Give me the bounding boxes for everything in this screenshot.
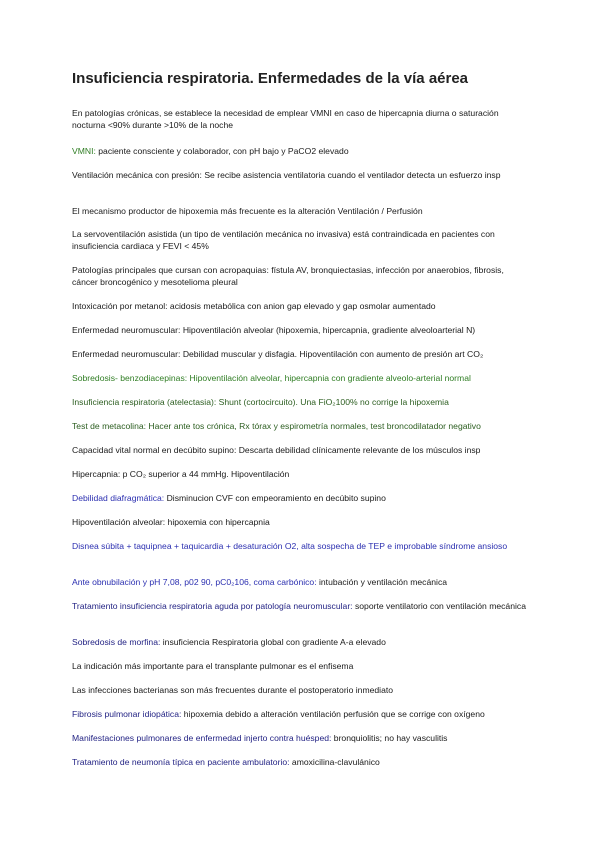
paragraph bbox=[72, 517, 532, 529]
paragraph bbox=[72, 397, 532, 409]
paragraph bbox=[72, 373, 532, 385]
paragraph bbox=[72, 301, 532, 313]
paragraph-text: Patologías principales que cursan con acropaquias: fístula AV, bronquiectasias, infección por anaerobios, fibrosis, cáncer broncogénico y mesotelioma pleural bbox=[72, 265, 504, 287]
paragraph-text: La servoventilación asistida (un tipo de ventilación mecánica no invasiva) está contraindicada en pacientes con insuficiencia cardiaca y FEVI < 45% bbox=[72, 229, 495, 251]
paragraph-text: Test de metacolina: Hacer ante tos crónica, Rx tórax y espirometría normales, test broncodilatador negativo bbox=[72, 421, 481, 431]
paragraph-text: Enfermedad neuromuscular: Hipoventilación alveolar (hipoxemia, hipercapnia, gradiente alveoloarterial N) bbox=[72, 325, 476, 335]
paragraph bbox=[72, 206, 532, 218]
paragraph bbox=[72, 601, 532, 613]
paragraph bbox=[72, 637, 532, 649]
paragraph bbox=[72, 421, 532, 433]
paragraph-lead: Manifestaciones pulmonares de enfermedad injerto contra huésped: bbox=[72, 733, 332, 743]
paragraph-text: Disnea súbita + taquipnea + taquicardia + desaturación O2, alta sospecha de TEP e improbable síndrome ansioso bbox=[72, 541, 508, 551]
paragraph-text: En patologías crónicas, se establece la necesidad de emplear VMNI en caso de hipercapnia diurna o saturación nocturna <90% durante >10% de la noche bbox=[72, 108, 499, 130]
paragraph-text: amoxicilina-clavulánico bbox=[289, 757, 380, 767]
paragraph-text: soporte ventilatorio con ventilación mecánica bbox=[352, 601, 526, 611]
paragraph-lead: Debilidad diafragmática: bbox=[72, 493, 165, 503]
paragraph-text: bronquiolitis; no hay vasculitis bbox=[331, 733, 448, 743]
paragraph-text: Enfermedad neuromuscular: Debilidad muscular y disfagia. Hipoventilación con aumento de presión art CO₂ bbox=[72, 349, 484, 359]
paragraph-lead: Tratamiento insuficiencia respiratoria aguda por patología neuromuscular: bbox=[72, 601, 353, 611]
paragraph bbox=[72, 577, 532, 589]
paragraph-text: intubación y ventilación mecánica bbox=[316, 577, 448, 587]
paragraph-text: insuficiencia Respiratoria global con gradiente A-a elevado bbox=[160, 637, 386, 647]
paragraph-lead: Ante obnubilación y pH 7,08, p02 90, pC0₂106, coma carbónico: bbox=[72, 577, 317, 587]
paragraph-text: hipoxemia debido a alteración ventilación perfusión que se corrige con oxígeno bbox=[181, 709, 485, 719]
paragraph bbox=[72, 661, 532, 673]
page-title: Insuficiencia respiratoria. Enfermedades de la vía aérea bbox=[72, 70, 469, 87]
paragraph bbox=[72, 108, 532, 132]
paragraph-text: Intoxicación por metanol: acidosis metabólica con anion gap elevado y gap osmolar aumentado bbox=[72, 301, 436, 311]
paragraph bbox=[72, 229, 532, 253]
paragraph bbox=[72, 325, 532, 337]
paragraph-text: Disminucion CVF con empeoramiento en decúbito supino bbox=[164, 493, 386, 503]
paragraph-text: Hipercapnia: p CO₂ superior a 44 mmHg. Hipoventilación bbox=[72, 469, 290, 479]
paragraph-lead: Sobredosis de morfina: bbox=[72, 637, 161, 647]
paragraph bbox=[72, 541, 532, 553]
paragraph bbox=[72, 265, 532, 289]
paragraph bbox=[72, 469, 532, 481]
paragraph bbox=[72, 757, 532, 769]
paragraph-text: Sobredosis- benzodiacepinas: Hipoventilación alveolar, hipercapnia con gradiente alveolo-arterial normal bbox=[72, 373, 471, 383]
paragraph-text: Insuficiencia respiratoria (atelectasia): Shunt (cortocircuito). Una FiO₂100% no corrige la hipoxemia bbox=[72, 397, 449, 407]
paragraph-text: El mecanismo productor de hipoxemia más frecuente es la alteración Ventilación / Perfusión bbox=[72, 206, 423, 216]
paragraph bbox=[72, 493, 532, 505]
paragraph-lead: VMNI: bbox=[72, 146, 96, 156]
paragraph-text: Las infecciones bacterianas son más frecuentes durante el postoperatorio inmediato bbox=[72, 685, 394, 695]
paragraph-lead: Fibrosis pulmonar idiopática: bbox=[72, 709, 182, 719]
paragraph-text: Hipoventilación alveolar: hipoxemia con hipercapnia bbox=[72, 517, 270, 527]
paragraph-text: paciente consciente y colaborador, con pH bajo y PaCO2 elevado bbox=[95, 146, 349, 156]
paragraph bbox=[72, 170, 532, 182]
paragraph bbox=[72, 349, 532, 361]
paragraph-text: La indicación más importante para el transplante pulmonar es el enfisema bbox=[72, 661, 354, 671]
paragraph bbox=[72, 709, 532, 721]
paragraph-text: Capacidad vital normal en decúbito supino: Descarta debilidad clínicamente relevante de los músculos insp bbox=[72, 445, 481, 455]
paragraph bbox=[72, 445, 532, 457]
paragraph bbox=[72, 733, 532, 745]
paragraph-text: Ventilación mecánica con presión: Se recibe asistencia ventilatoria cuando el ventilador detecta un esfuerzo insp bbox=[72, 170, 501, 180]
paragraph bbox=[72, 146, 532, 158]
paragraph bbox=[72, 685, 532, 697]
paragraph-lead: Tratamiento de neumonía típica en paciente ambulatorio: bbox=[72, 757, 290, 767]
